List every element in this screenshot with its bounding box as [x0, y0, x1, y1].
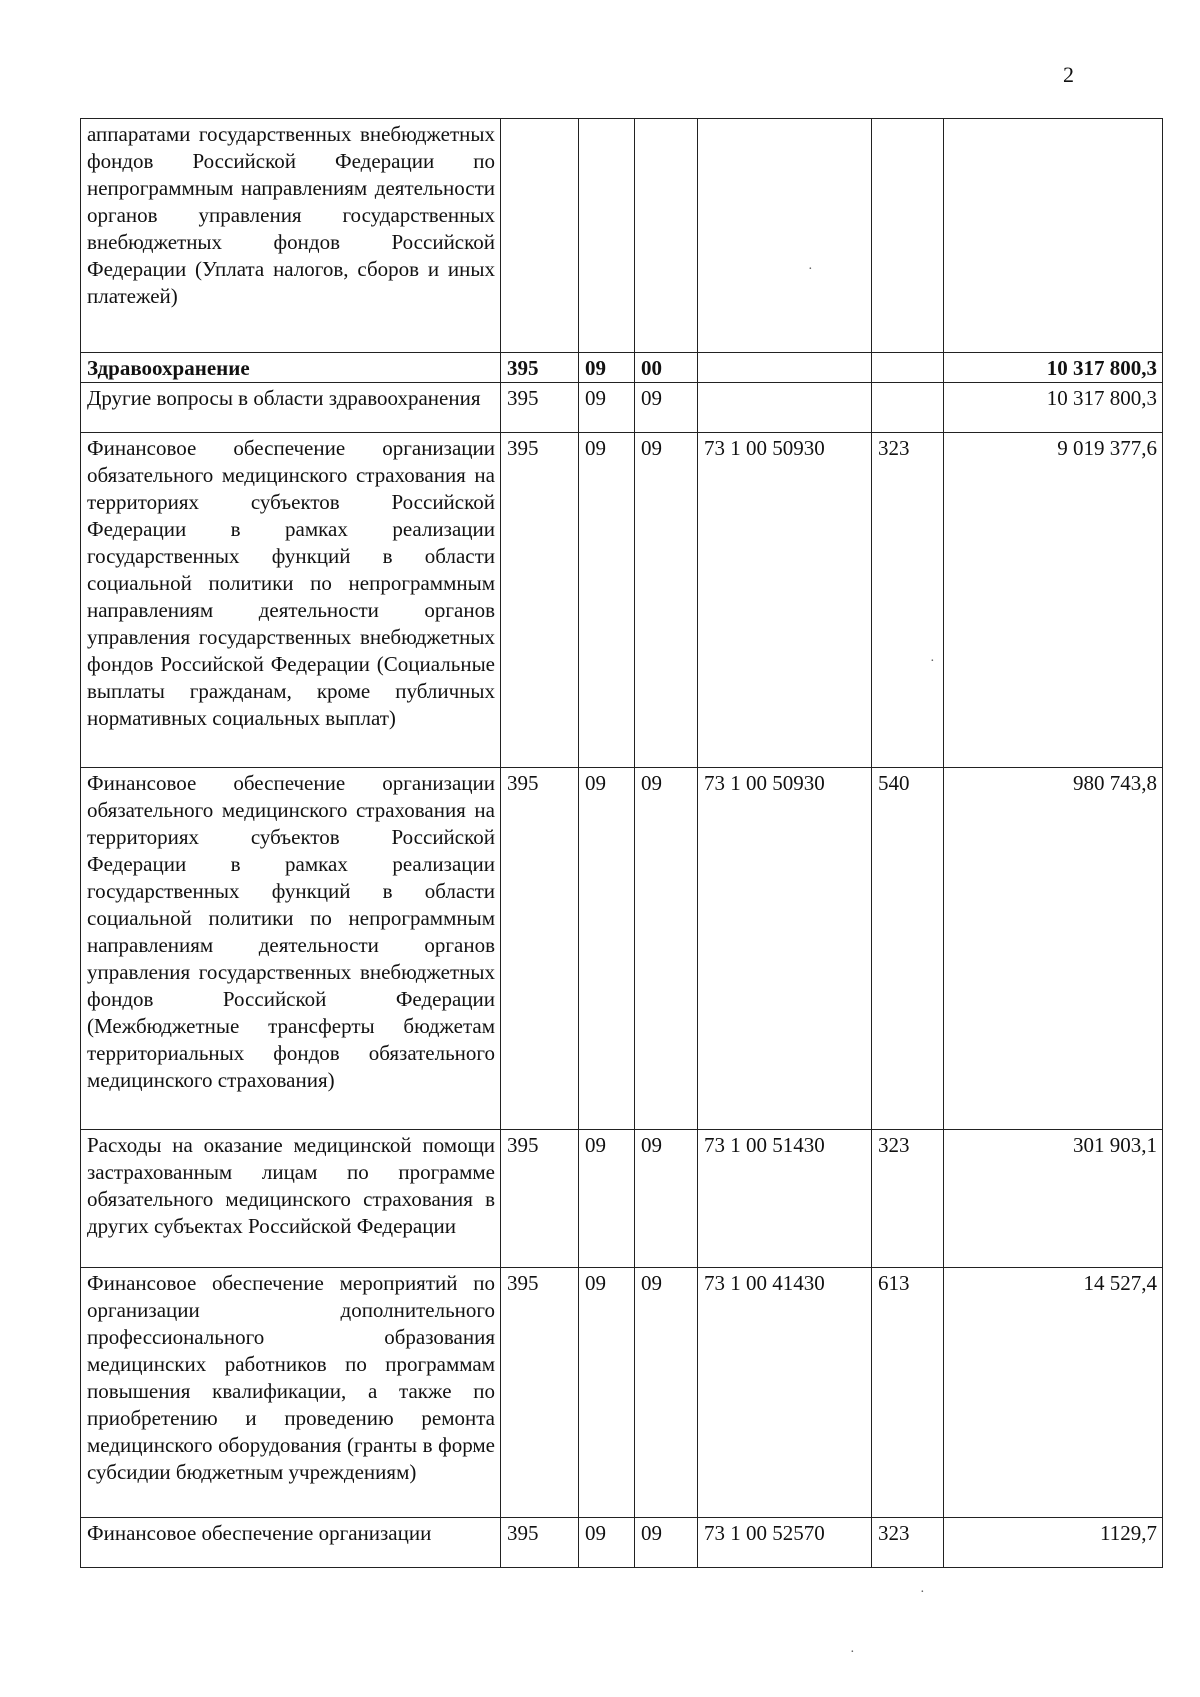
row-target-item-code: 73 1 00 52570 [698, 1518, 872, 1568]
table-row [81, 768, 1163, 1130]
row-subsection-code: 09 [635, 433, 698, 768]
row-sum: 10 317 800,3 [944, 383, 1163, 433]
row-ministry-code: 395 [501, 353, 579, 383]
row-name-cell: аппаратами государственных внебюджетных фондов Российской Федерации по непрограммным направлениям деятельности органов управления государственных внебюджетных фондов Российской Федерации (Уплата налогов, сборов и иных платежей) [81, 119, 501, 353]
row-section-code: 09 [579, 353, 635, 383]
row-sum: 301 903,1 [944, 1130, 1163, 1268]
row-sum: 10 317 800,3 [944, 353, 1163, 383]
table-row [81, 383, 1163, 433]
row-ministry-code: 395 [501, 1518, 579, 1568]
row-name-cell: Другие вопросы в области здравоохранения [81, 383, 501, 433]
scan-speck: · [930, 654, 935, 669]
row-expense-type-code: 323 [872, 1518, 944, 1568]
row-sum: 980 743,8 [944, 768, 1163, 1130]
row-name-cell: Финансовое обеспечение организации обязательного медицинского страхования на территориях субъектов Российской Федерации в рамках реализации государственных функций в области социальной политики по непрограммным направлениям деятельности органов управления государственных внебюджетных фондов Российской Федерации (Социальные выплаты гражданам, кроме публичных нормативных социальных выплат) [81, 433, 501, 768]
row-sum [944, 119, 1163, 353]
row-expense-type-code: 323 [872, 433, 944, 768]
row-target-item-code: 73 1 00 41430 [698, 1268, 872, 1518]
row-section-code [579, 119, 635, 353]
row-expense-type-code [872, 383, 944, 433]
table-row [81, 1518, 1163, 1568]
budget-table [80, 118, 1163, 1568]
row-expense-type-code: 540 [872, 768, 944, 1130]
row-section-code: 09 [579, 433, 635, 768]
table-row [81, 1268, 1163, 1518]
row-section-code: 09 [579, 768, 635, 1130]
row-ministry-code: 395 [501, 383, 579, 433]
budget-table-body [81, 119, 1163, 1568]
row-expense-type-code [872, 353, 944, 383]
scan-speck: · [920, 1585, 925, 1600]
page-number: 2 [1063, 62, 1074, 87]
row-ministry-code: 395 [501, 768, 579, 1130]
table-row [81, 119, 1163, 353]
table-row [81, 433, 1163, 768]
row-subsection-code: 09 [635, 1268, 698, 1518]
scan-speck: · [808, 262, 813, 277]
row-name-cell: Финансовое обеспечение мероприятий по организации дополнительного профессионального образования медицинских работников по программам повышения квалификации, а также по приобретению и проведению ремонта медицинского оборудования (гранты в форме субсидии бюджетным учреждениям) [81, 1268, 501, 1518]
row-ministry-code [501, 119, 579, 353]
row-target-item-code: 73 1 00 50930 [698, 768, 872, 1130]
row-expense-type-code [872, 119, 944, 353]
row-expense-type-code: 323 [872, 1130, 944, 1268]
row-target-item-code: 73 1 00 51430 [698, 1130, 872, 1268]
row-ministry-code: 395 [501, 1130, 579, 1268]
row-ministry-code: 395 [501, 433, 579, 768]
row-subsection-code: 09 [635, 768, 698, 1130]
row-subsection-code: 09 [635, 1130, 698, 1268]
row-ministry-code: 395 [501, 1268, 579, 1518]
table-row [81, 353, 1163, 383]
table-row [81, 1130, 1163, 1268]
row-name-cell: Здравоохранение [81, 353, 501, 383]
scan-speck: · [850, 1645, 855, 1660]
row-subsection-code [635, 119, 698, 353]
row-sum: 1129,7 [944, 1518, 1163, 1568]
row-sum: 14 527,4 [944, 1268, 1163, 1518]
row-subsection-code: 09 [635, 1518, 698, 1568]
row-name-cell: Финансовое обеспечение организации обязательного медицинского страхования на территориях субъектов Российской Федерации в рамках реализации государственных функций в области социальной политики по непрограммным направлениям деятельности органов управления государственных внебюджетных фондов Российской Федерации (Межбюджетные трансферты бюджетам территориальных фондов обязательного медицинского страхования) [81, 768, 501, 1130]
row-section-code: 09 [579, 1130, 635, 1268]
row-name-cell: Расходы на оказание медицинской помощи застрахованным лицам по программе обязательного медицинского страхования в других субъектах Российской Федерации [81, 1130, 501, 1268]
row-subsection-code: 09 [635, 383, 698, 433]
row-subsection-code: 00 [635, 353, 698, 383]
row-section-code: 09 [579, 1518, 635, 1568]
row-section-code: 09 [579, 1268, 635, 1518]
row-target-item-code: 73 1 00 50930 [698, 433, 872, 768]
row-target-item-code [698, 119, 872, 353]
row-sum: 9 019 377,6 [944, 433, 1163, 768]
row-target-item-code [698, 383, 872, 433]
row-section-code: 09 [579, 383, 635, 433]
row-name-cell: Финансовое обеспечение организации [81, 1518, 501, 1568]
row-target-item-code [698, 353, 872, 383]
row-expense-type-code: 613 [872, 1268, 944, 1518]
